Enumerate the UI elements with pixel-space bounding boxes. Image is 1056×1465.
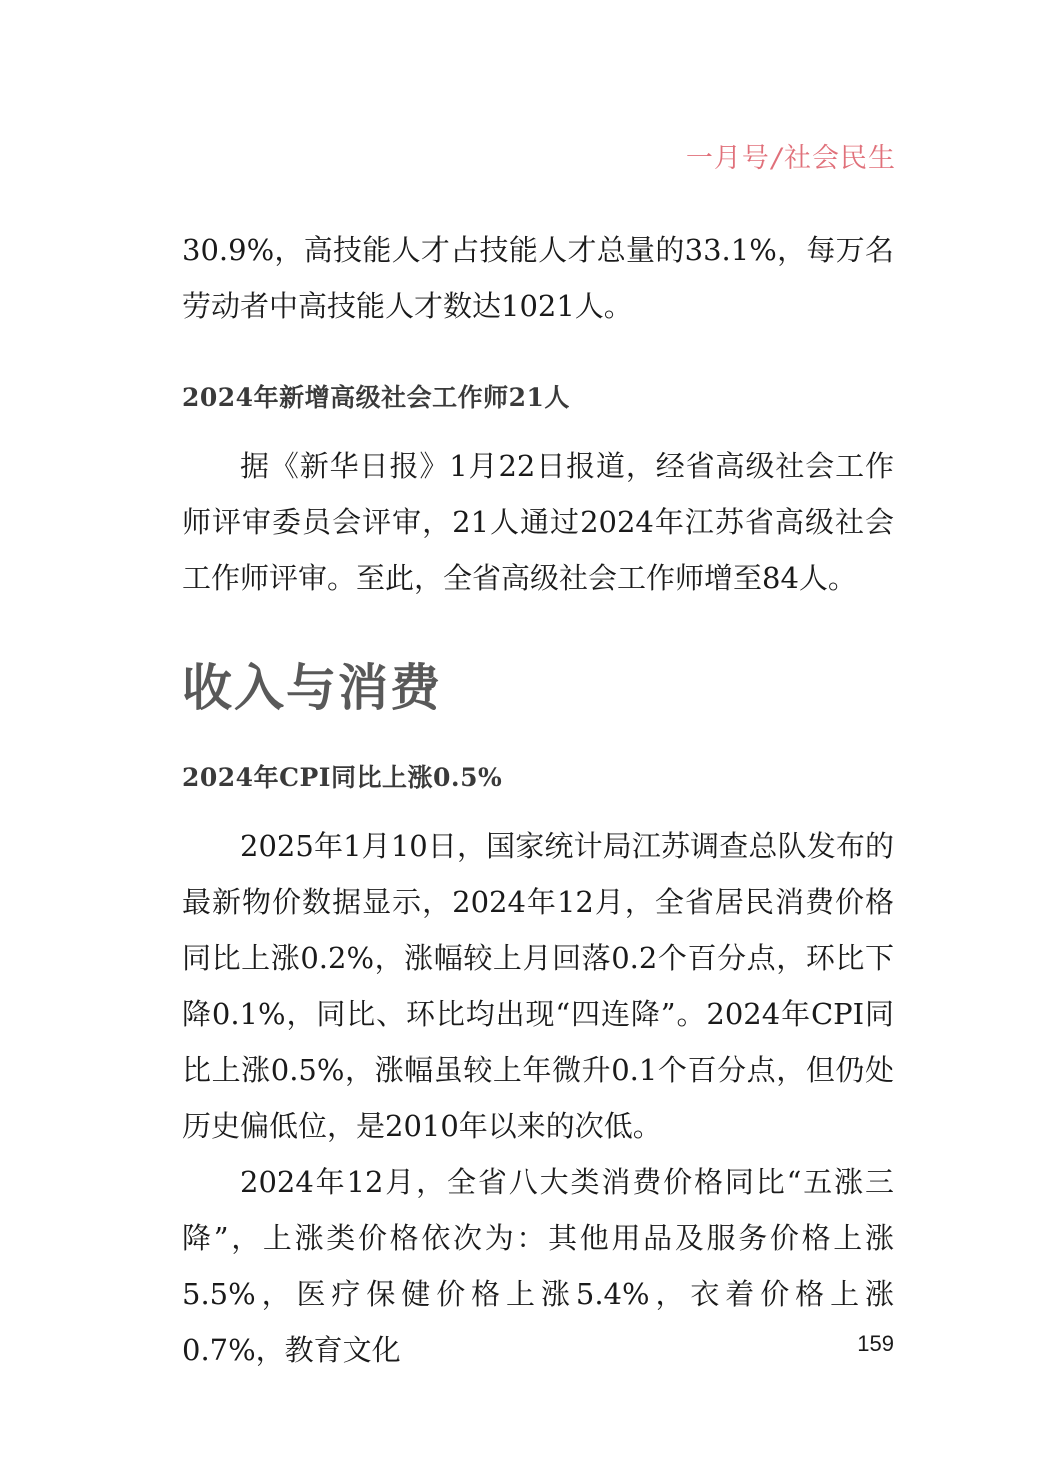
paragraph-categories: 2024年12月，全省八大类消费价格同比“五涨三降”，上涨类价格依次为：其他用品及服务价格上涨5.5%，医疗保健价格上涨5.4%，衣着价格上涨0.7%，教育文化 [182,1165,894,1367]
subheading-cpi: 2024年CPI同比上涨0.5% [182,763,503,792]
section-title: 收入与消费 [182,659,442,717]
paragraph-cpi: 2025年1月10日，国家统计局江苏调查总队发布的最新物价数据显示，2024年12月，全省居民消费价格同比上涨0.2%，涨幅较上月回落0.2个百分点，环比下降0.1%，同比、环比均出现“四连降”。2024年CPI同比上涨0.5%，涨幅虽较上年微升0.1个百分点，但仍处历史偏低位，是2010年以来的次低。 [182,829,894,1143]
paragraph-continued: 30.9%，高技能人才占技能人才总量的33.1%，每万名劳动者中高技能人才数达1021人。 [182,233,894,323]
page-content [182,222,894,1378]
spacer [182,334,894,378]
spacer [182,798,894,818]
page-number: 159 [857,1331,894,1356]
running-header [686,136,896,175]
paragraph-social-workers: 据《新华日报》1月22日报道，经省高级社会工作师评审委员会评审，21人通过2024年江苏省高级社会工作师评审。至此，全省高级社会工作师增至84人。 [182,449,894,595]
header-section: 社会民生 [784,143,896,174]
header-separator: / [771,143,782,174]
spacer [182,418,894,438]
header-issue: 一月号 [685,143,770,174]
spacer [182,606,894,656]
subheading-social-workers: 2024年新增高级社会工作师21人 [182,383,570,412]
spacer [182,720,894,758]
